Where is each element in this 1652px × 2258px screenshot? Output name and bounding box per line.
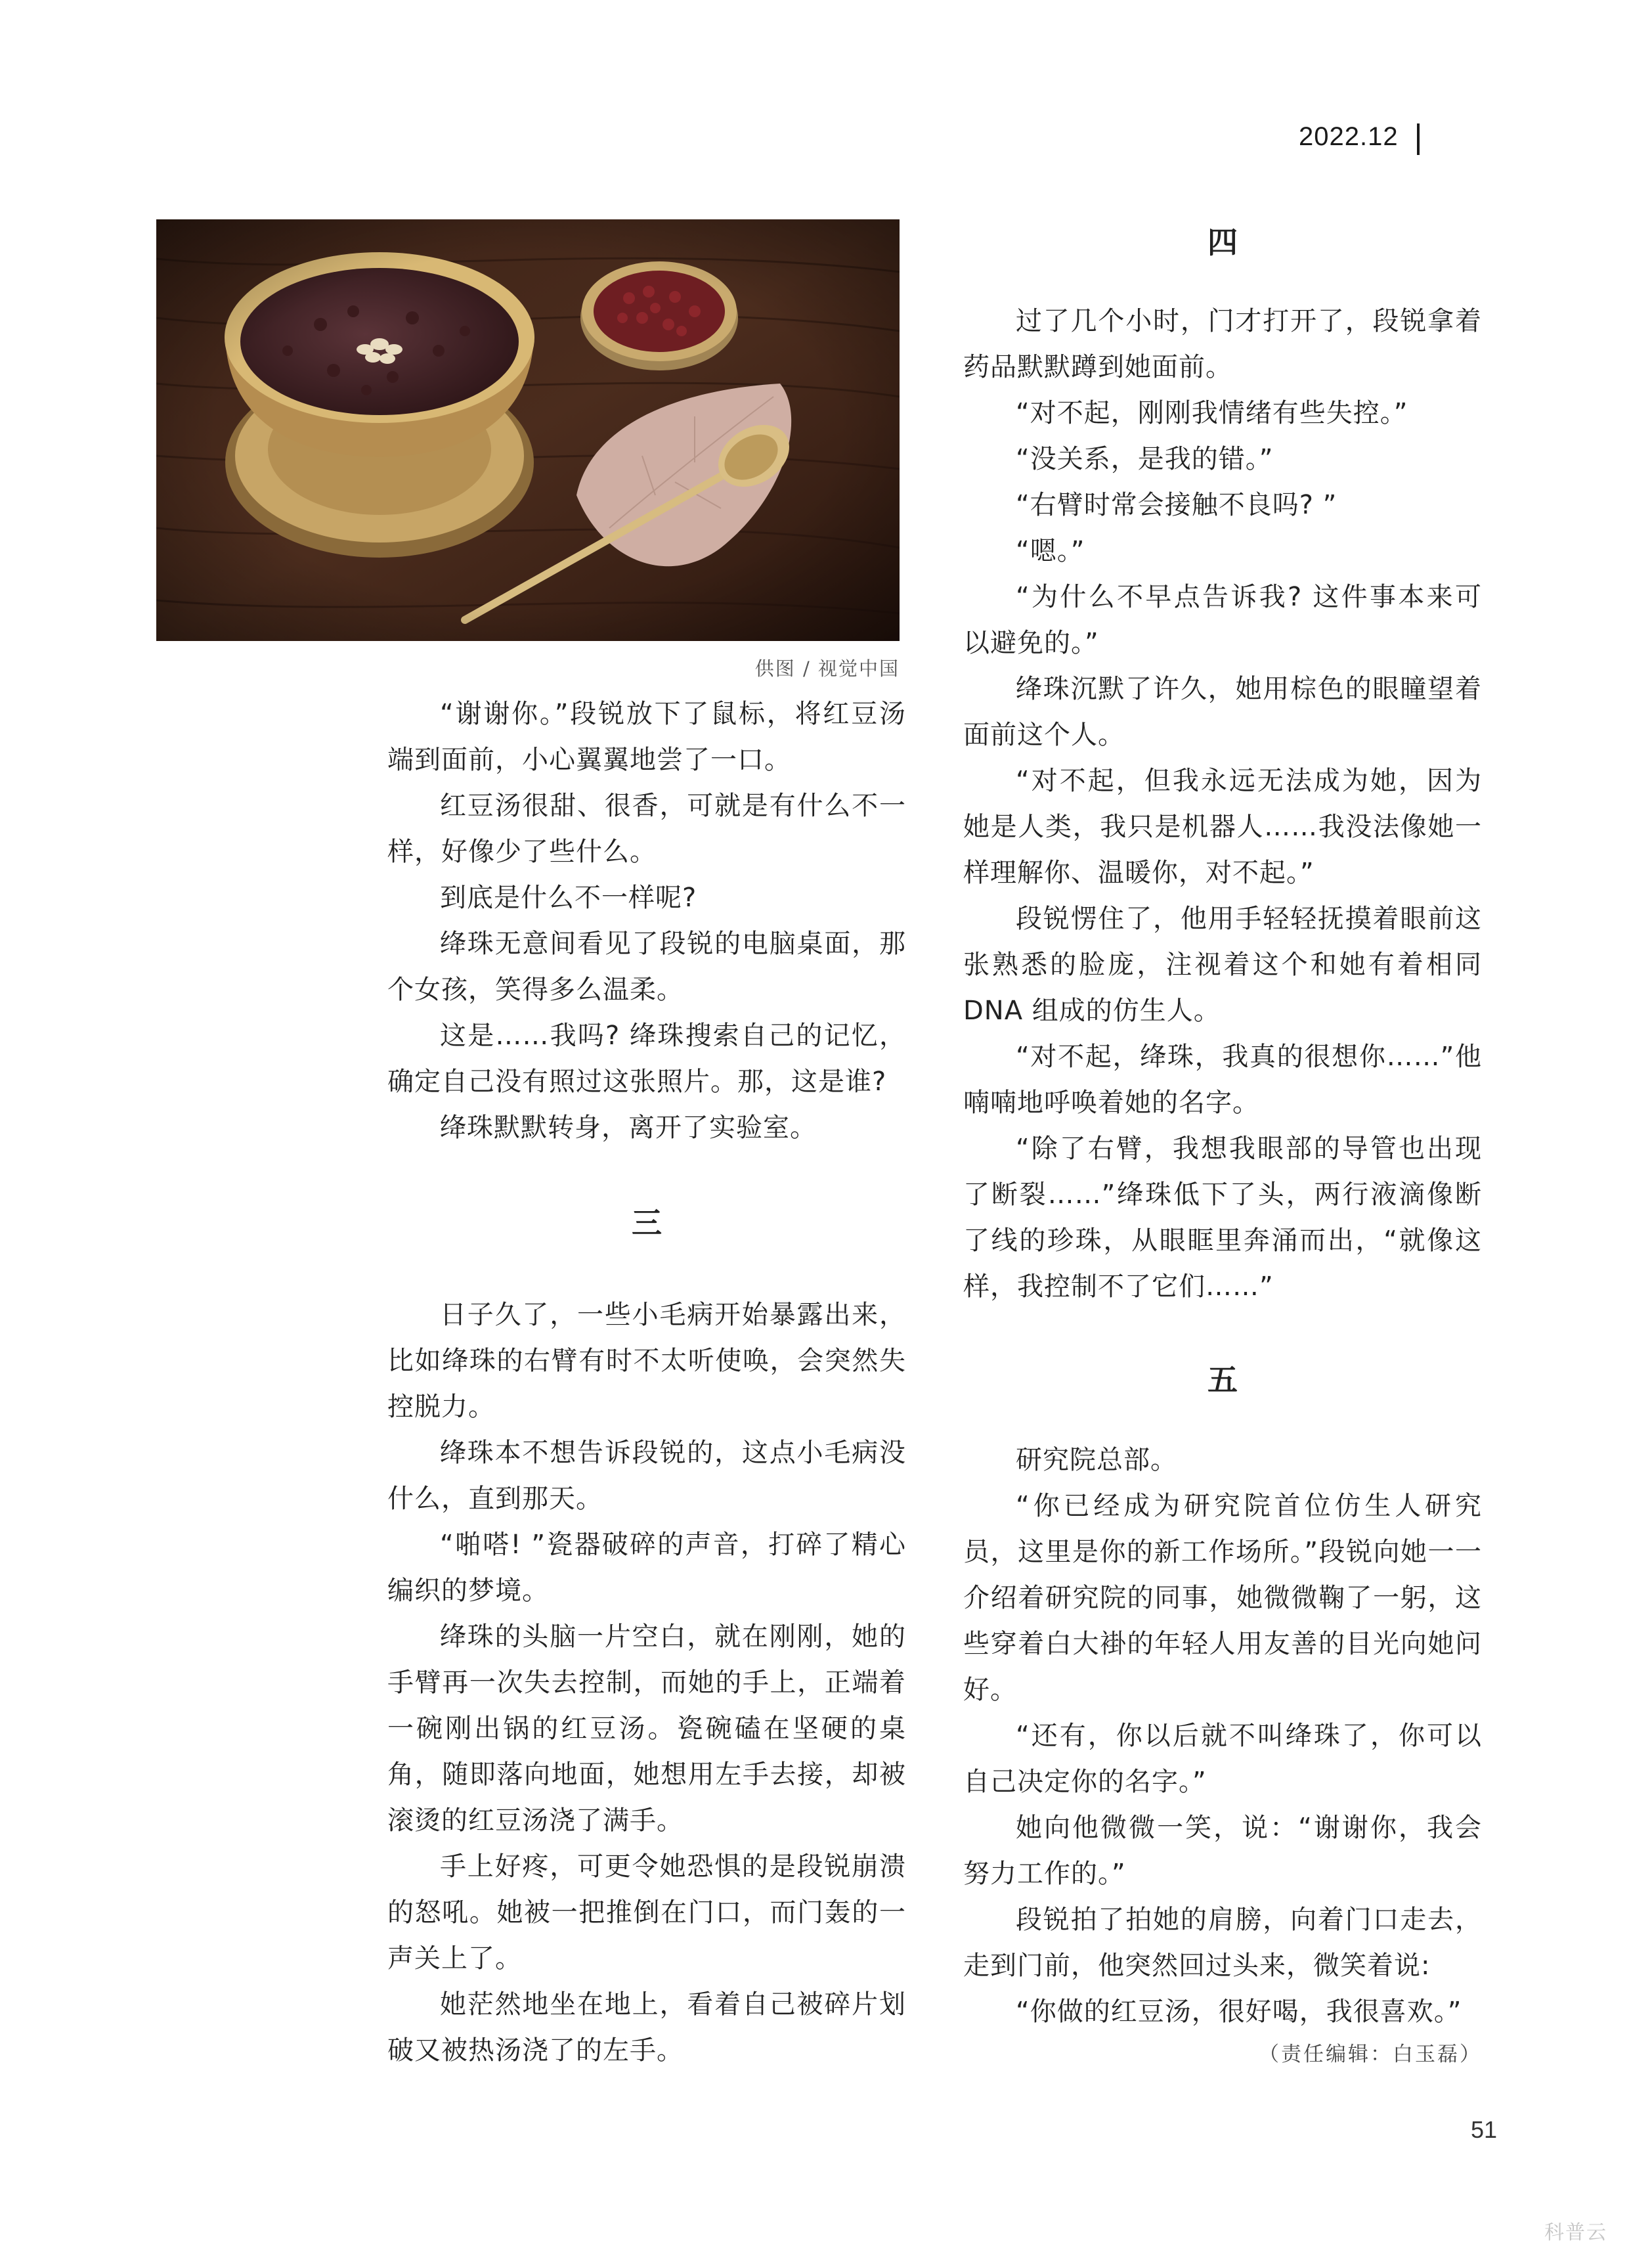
paragraph: 绛珠沉默了许久，她用棕色的眼瞳望着面前这个人。 — [963, 674, 1482, 750]
paragraph: 绛珠无意间看见了段锐的电脑桌面，那个女孩，笑得多么温柔。 — [387, 929, 906, 1005]
section-heading-five: 五 — [1207, 1362, 1238, 1398]
paragraph: “谢谢你。”段锐放下了鼠标，将红豆汤端到面前，小心翼翼地尝了一口。 — [387, 699, 906, 775]
paragraph: “嗯。” — [1016, 536, 1085, 566]
paragraph: “对不起，但我永远无法成为她，因为她是人类，我只是机器人……我没法像她一样理解你、温暖你，对不起。” — [963, 766, 1482, 888]
paragraph: 段锐愣住了，他用手轻轻抚摸着眼前这张熟悉的脸庞，注视着这个和她有着相同 DNA 组成的仿生人。 — [963, 904, 1482, 1026]
page-number: 51 — [1471, 2116, 1498, 2143]
paragraph: “为什么不早点告诉我? 这件事本来可以避免的。” — [963, 582, 1482, 658]
photo-credit: 供图 / 视觉中国 — [754, 657, 900, 680]
paragraph: 她茫然地坐在地上，看着自己被碎片划破又被热汤浇了的左手。 — [387, 1989, 906, 2066]
paragraph: “右臂时常会接触不良吗? ” — [1016, 490, 1337, 520]
paragraph: “你已经成为研究院首位仿生人研究员，这里是你的新工作场所。”段锐向她一一介绍着研究院的同事，她微微鞠了一躬，这些穿着白大褂的年轻人用友善的目光向她问好。 — [963, 1491, 1482, 1705]
editor-note: （责任编辑：白玉磊） — [1259, 2043, 1482, 2066]
paragraph: 过了几个小时，门才打开了，段锐拿着药品默默蹲到她面前。 — [963, 306, 1482, 382]
paragraph: 手上好疼，可更令她恐惧的是段锐崩溃的怒吼。她被一把推倒在门口，而门轰的一声关上了。 — [387, 1851, 906, 1974]
paragraph: 绛珠本不想告诉段锐的，这点小毛病没什么，直到那天。 — [387, 1438, 906, 1514]
paragraph: 她向他微微一笑，说：“谢谢你，我会努力工作的。” — [963, 1813, 1482, 1889]
paragraph: 红豆汤很甜、很香，可就是有什么不一样，好像少了些什么。 — [387, 791, 906, 867]
paragraph: 绛珠的头脑一片空白，就在刚刚，她的手臂再一次失去控制，而她的手上，正端着一碗刚出锅的红豆汤。瓷碗磕在坚硬的桌角，随即落向地面，她想用左手去接，却被滚烫的红豆汤浇了满手。 — [387, 1622, 906, 1836]
section-heading-three: 三 — [632, 1205, 662, 1241]
paragraph: “还有，你以后就不叫绛珠了，你可以自己决定你的名字。” — [963, 1721, 1482, 1797]
paragraph: 日子久了，一些小毛病开始暴露出来，比如绛珠的右臂有时不太听使唤，会突然失控脱力。 — [387, 1300, 906, 1422]
paragraph: 研究院总部。 — [1016, 1445, 1177, 1475]
right-column — [963, 219, 1482, 2067]
paragraph: 到底是什么不一样呢? — [440, 883, 697, 913]
paragraph: 段锐拍了拍她的肩膀，向着门口走去，走到门前，他突然回过头来，微笑着说: — [963, 1905, 1482, 1981]
paragraph: “啪嗒! ”瓷器破碎的声音，打碎了精心编织的梦境。 — [387, 1530, 906, 1606]
paragraph: “对不起，刚刚我情绪有些失控。” — [1016, 398, 1408, 428]
paragraph: “你做的红豆汤，很好喝，我很喜欢。” — [1016, 1997, 1462, 2027]
paragraph: 绛珠默默转身，离开了实验室。 — [440, 1113, 817, 1143]
red-bean-soup-photo — [156, 219, 900, 641]
paragraph: 这是……我吗? 绛珠搜索自己的记忆，确定自己没有照过这张照片。那，这是谁? — [387, 1021, 906, 1097]
left-column — [387, 691, 906, 2073]
paragraph: “除了右臂，我想我眼部的导管也出现了断裂……”绛珠低下了头，两行液滴像断了线的珍珠，从眼眶里奔涌而出，“就像这样，我控制不了它们……” — [963, 1134, 1482, 1302]
header-divider — [1417, 123, 1420, 155]
section-heading-four: 四 — [1207, 225, 1238, 260]
issue-date: 2022.12 — [1299, 122, 1399, 151]
paragraph: “对不起，绛珠，我真的很想你……”他喃喃地呼唤着她的名字。 — [963, 1042, 1482, 1118]
paragraph: “没关系，是我的错。” — [1016, 444, 1274, 474]
watermark: 科普云 — [1544, 2221, 1607, 2244]
